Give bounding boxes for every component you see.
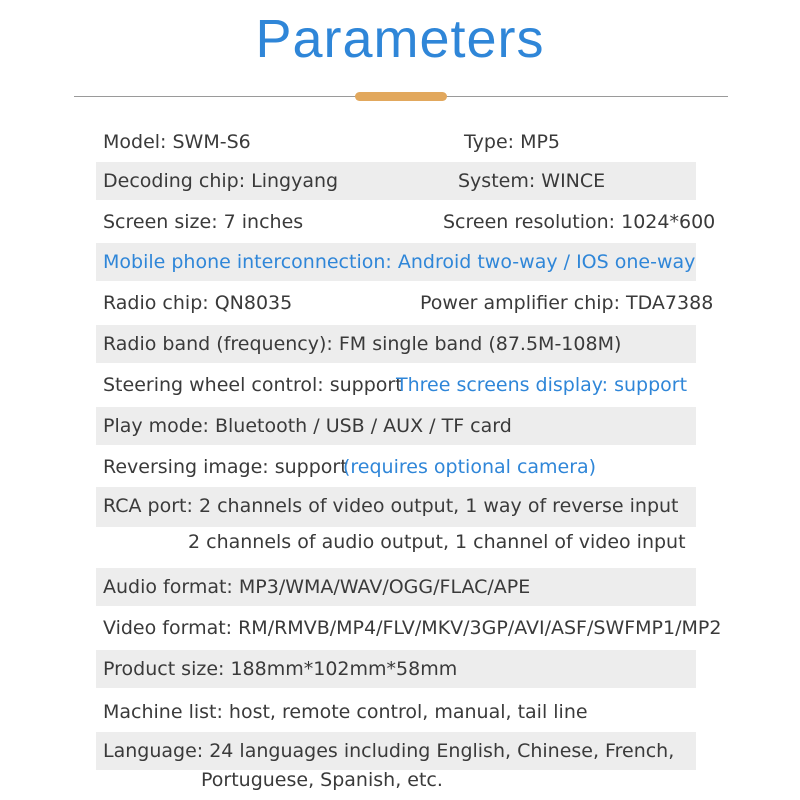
reversing-image-label: Reversing image: support xyxy=(103,456,348,478)
param-row-model xyxy=(96,123,696,161)
product-size-label: Product size: 188mm*102mm*58mm xyxy=(103,658,458,680)
steering-control-label: Steering wheel control: support xyxy=(103,374,403,396)
system-label: System: WINCE xyxy=(458,170,606,192)
audio-format-label: Audio format: MP3/WMA/WAV/OGG/FLAC/APE xyxy=(103,576,531,598)
param-row-product-size xyxy=(96,650,696,688)
page-title: Parameters xyxy=(255,9,545,69)
param-row-rca xyxy=(96,487,696,527)
param-row-interconnection xyxy=(96,243,696,281)
param-row-radio-band xyxy=(96,325,696,363)
type-label: Type: MP5 xyxy=(464,131,561,153)
param-row-play-mode xyxy=(96,407,696,445)
three-screens-label: Three screens display: support xyxy=(396,374,688,396)
decoding-chip-label: Decoding chip: Lingyang xyxy=(103,170,339,192)
param-row-steering xyxy=(96,366,696,404)
model-label: Model: SWM-S6 xyxy=(103,131,251,153)
amplifier-chip-label: Power amplifier chip: TDA7388 xyxy=(420,292,714,314)
param-row-decoding xyxy=(96,162,696,200)
title-divider-accent xyxy=(355,92,447,101)
video-format-label: Video format: RM/RMVB/MP4/FLV/MKV/3GP/AVI/ASF/SWFMP1/MP2 xyxy=(103,617,722,639)
interconnection-label: Mobile phone interconnection: Android two-way / IOS one-way xyxy=(103,251,696,273)
screen-size-label: Screen size: 7 inches xyxy=(103,211,304,233)
language-continued-label: Portuguese, Spanish, etc. xyxy=(201,769,443,791)
screen-resolution-label: Screen resolution: 1024*600 xyxy=(443,211,716,233)
param-row-audio-format xyxy=(96,568,696,606)
param-row-machine-list xyxy=(96,693,696,731)
radio-band-label: Radio band (frequency): FM single band (87.5M-108M) xyxy=(103,333,622,355)
param-row-language-continued xyxy=(96,761,696,799)
param-row-screen xyxy=(96,203,716,241)
play-mode-label: Play mode: Bluetooth / USB / AUX / TF card xyxy=(103,415,512,437)
rca-port-continued-label: 2 channels of audio output, 1 channel of video input xyxy=(188,531,686,553)
rca-port-label: RCA port: 2 channels of video output, 1 way of reverse input xyxy=(103,495,679,517)
radio-chip-label: Radio chip: QN8035 xyxy=(103,292,293,314)
language-label: Language: 24 languages including English, Chinese, French, xyxy=(103,740,675,762)
camera-note-label: (requires optional camera) xyxy=(343,456,597,478)
param-row-rca-continued xyxy=(96,523,696,561)
param-row-radio-chip xyxy=(96,284,714,322)
param-row-video-format xyxy=(96,609,736,647)
param-row-reversing xyxy=(96,448,696,486)
machine-list-label: Machine list: host, remote control, manual, tail line xyxy=(103,701,588,723)
